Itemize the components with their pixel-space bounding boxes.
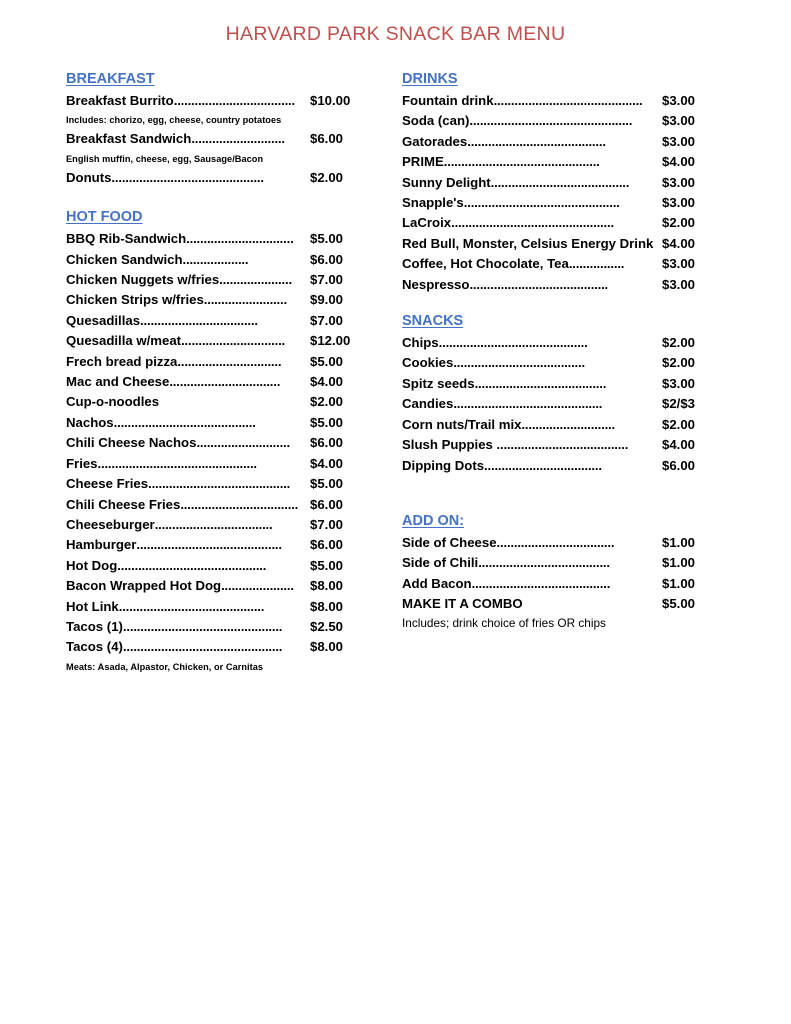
dot-leader: ...................................... bbox=[478, 555, 610, 571]
menu-item-price: $6.00 bbox=[310, 496, 344, 512]
menu-item-label: Frech bread pizza bbox=[66, 353, 178, 369]
dot-leader: ................ bbox=[568, 256, 625, 272]
menu-item-row bbox=[402, 374, 707, 394]
dot-leader: .................................. bbox=[484, 457, 602, 473]
menu-item-name bbox=[66, 556, 310, 576]
menu-item-label: Cup-o-noodles bbox=[66, 394, 160, 410]
menu-item-label: Chili Cheese Fries bbox=[66, 496, 181, 512]
menu-item-label: Side of Cheese bbox=[402, 534, 497, 550]
section-heading-hot-food: HOT FOOD bbox=[66, 209, 143, 226]
menu-item-row bbox=[66, 556, 366, 576]
menu-item-row bbox=[66, 372, 366, 392]
menu-item-price: $8.00 bbox=[310, 598, 344, 614]
menu-item-name bbox=[402, 333, 662, 353]
dot-leader: ............................... bbox=[186, 231, 294, 247]
menu-item-name bbox=[66, 270, 310, 290]
menu-item-label: Fries bbox=[66, 455, 98, 471]
page-title: HARVARD PARK SNACK BAR MENU bbox=[225, 23, 566, 45]
menu-item-price: $3.00 bbox=[662, 375, 696, 391]
dot-leader: ........................................ bbox=[469, 276, 609, 292]
menu-item-label: Soda (can) bbox=[402, 113, 470, 129]
menu-item-price: $5.00 bbox=[310, 353, 344, 369]
menu-item-row bbox=[402, 111, 707, 131]
menu-item-row bbox=[66, 129, 366, 149]
menu-item-row bbox=[66, 597, 366, 617]
dot-leader: ............................................. bbox=[463, 195, 620, 211]
spacer bbox=[402, 476, 707, 512]
menu-item-price: $4.00 bbox=[662, 437, 696, 453]
menu-item-label: Dipping Dots bbox=[402, 457, 485, 473]
menu-item-label: Side of Chili bbox=[402, 555, 479, 571]
menu-item-row bbox=[66, 474, 366, 494]
dot-leader: ........................................... bbox=[493, 93, 643, 108]
menu-item-price: $6.00 bbox=[310, 435, 344, 451]
menu-item-row bbox=[402, 553, 707, 573]
menu-item-price: $4.00 bbox=[310, 455, 344, 471]
menu-item-row bbox=[402, 275, 707, 295]
menu-item-price: $3.00 bbox=[662, 276, 696, 292]
menu-item-name bbox=[66, 617, 310, 637]
menu-item-row bbox=[66, 229, 366, 249]
menu-item-name bbox=[66, 535, 310, 555]
dot-leader: ........................................ bbox=[490, 174, 630, 190]
menu-item-price: $8.00 bbox=[310, 578, 344, 594]
menu-item-label: Chicken Nuggets w/fries bbox=[66, 272, 220, 288]
section-drinks bbox=[402, 70, 707, 295]
menu-item-row bbox=[66, 290, 366, 310]
menu-item-price: $8.00 bbox=[310, 639, 344, 655]
menu-item-row bbox=[402, 533, 707, 553]
menu-item-price: $2.00 bbox=[662, 416, 696, 432]
item-note-combo: Includes; drink choice of fries OR chips bbox=[402, 615, 606, 630]
menu-item-price: $5.00 bbox=[662, 596, 696, 612]
menu-item-label: Add Bacon bbox=[402, 575, 472, 591]
menu-item-price: $4.00 bbox=[662, 235, 696, 251]
menu-item-price: $4.00 bbox=[662, 154, 696, 170]
dot-leader: ............................................... bbox=[451, 215, 614, 231]
menu-item-name bbox=[402, 394, 662, 414]
menu-item-label: Chicken Sandwich bbox=[66, 251, 183, 267]
menu-item-row bbox=[66, 617, 366, 637]
dot-leader: ......................................... bbox=[148, 476, 291, 492]
menu-item-price: $2.00 bbox=[662, 335, 696, 351]
menu-item-price: $6.00 bbox=[310, 251, 344, 267]
menu-item-row bbox=[66, 311, 366, 331]
dot-leader: ................................ bbox=[169, 374, 281, 390]
dot-leader: .......................................... bbox=[118, 598, 265, 614]
dot-leader: ........................................ bbox=[467, 133, 606, 149]
menu-item-price: $9.00 bbox=[310, 292, 344, 308]
section-heading-drinks: DRINKS bbox=[402, 71, 458, 87]
menu-item-name bbox=[66, 331, 310, 351]
menu-item-price: $3.00 bbox=[662, 133, 696, 149]
menu-item-row bbox=[402, 254, 707, 274]
menu-item-name bbox=[66, 433, 310, 453]
menu-item-row bbox=[402, 91, 707, 111]
menu-item-name bbox=[402, 415, 662, 435]
menu-item-label: Mac and Cheese bbox=[66, 374, 170, 390]
hot-food-item-list bbox=[66, 229, 366, 658]
dot-leader: .................................. bbox=[496, 534, 615, 550]
left-column bbox=[66, 70, 366, 676]
menu-item-label: Candies bbox=[402, 396, 454, 412]
menu-item-row bbox=[402, 594, 707, 614]
menu-item-price: $12.00 bbox=[310, 333, 351, 349]
menu-item-name bbox=[402, 234, 662, 254]
menu-item-label: Nachos bbox=[66, 414, 114, 430]
menu-item-price: $6.00 bbox=[662, 457, 696, 473]
dot-leader: ................................... bbox=[173, 93, 295, 108]
menu-item-row bbox=[66, 495, 366, 515]
dot-leader: ........................................... bbox=[453, 396, 603, 412]
menu-item-name bbox=[402, 594, 662, 614]
menu-item-price: $1.00 bbox=[662, 555, 696, 571]
item-note-sandwich: English muffin, cheese, egg, Sausage/Bacon bbox=[66, 153, 264, 164]
menu-item-row bbox=[66, 392, 366, 412]
add-on-item-list bbox=[402, 533, 707, 615]
menu-item-label: Cheese Fries bbox=[66, 476, 149, 492]
dot-leader: ................... bbox=[182, 251, 249, 267]
menu-item-label: Cheeseburger bbox=[66, 516, 155, 532]
menu-item-row bbox=[402, 152, 707, 172]
menu-item-name bbox=[402, 111, 662, 131]
dot-leader: ........................................ bbox=[471, 575, 611, 591]
menu-item-name bbox=[66, 413, 310, 433]
dot-leader: ..................... bbox=[219, 272, 292, 288]
dot-leader: ............................................... bbox=[469, 113, 633, 129]
menu-item-row bbox=[402, 234, 707, 254]
menu-item-row bbox=[66, 535, 366, 555]
menu-item-name bbox=[402, 435, 662, 455]
menu-item-name bbox=[402, 275, 662, 295]
menu-item-label: Fountain drink bbox=[402, 93, 494, 108]
menu-item-label: Cookies bbox=[402, 355, 454, 371]
menu-item-price: $5.00 bbox=[310, 414, 344, 430]
menu-item-price: $2.00 bbox=[662, 215, 696, 231]
menu-item-label: Tacos (4) bbox=[66, 639, 123, 655]
menu-item-label: Tacos (1) bbox=[66, 618, 123, 634]
dot-leader: .............................................. bbox=[97, 455, 257, 471]
item-note-meats: Meats: Asada, Alpastor, Chicken, or Carnitas bbox=[66, 661, 264, 672]
menu-item-row bbox=[66, 454, 366, 474]
dot-leader: ........................................... bbox=[438, 335, 588, 351]
menu-item-price: $5.00 bbox=[310, 231, 344, 247]
menu-item-name bbox=[402, 456, 662, 476]
menu-item-label: Hot Link bbox=[66, 598, 119, 614]
menu-item-price: $2.00 bbox=[310, 169, 344, 185]
section-add-on bbox=[402, 512, 707, 632]
menu-item-label: Chips bbox=[402, 335, 439, 351]
dot-leader: ..................... bbox=[221, 578, 294, 594]
menu-item-row bbox=[402, 353, 707, 373]
dot-leader: .................................. bbox=[154, 516, 273, 532]
dot-leader: ...................................... bbox=[496, 437, 629, 453]
menu-item-label: Bacon Wrapped Hot Dog bbox=[66, 578, 222, 594]
menu-item-row bbox=[66, 168, 366, 188]
menu-item-row bbox=[66, 331, 366, 351]
menu-item-label: LaCroix bbox=[402, 215, 452, 231]
menu-item-label: Chicken Strips w/fries bbox=[66, 292, 204, 308]
menu-item-label: Quesadilla w/meat bbox=[66, 333, 182, 349]
menu-item-label: Corn nuts/Trail mix bbox=[402, 416, 522, 432]
menu-item-name bbox=[402, 91, 662, 111]
menu-item-name bbox=[402, 152, 662, 172]
menu-item-row bbox=[402, 173, 707, 193]
menu-item-price: $5.00 bbox=[310, 557, 344, 573]
menu-item-label: Hamburger bbox=[66, 537, 137, 553]
section-heading-snacks: SNACKS bbox=[402, 313, 464, 330]
drinks-item-list bbox=[402, 91, 707, 295]
menu-item-row bbox=[402, 394, 707, 414]
menu-item-name bbox=[66, 576, 310, 596]
dot-leader: .............................. bbox=[181, 333, 285, 349]
menu-item-label: Nespresso bbox=[402, 276, 470, 292]
menu-item-name bbox=[402, 533, 662, 553]
menu-item-label: Quesadillas bbox=[66, 312, 141, 328]
dot-leader: ........................ bbox=[203, 292, 287, 308]
menu-item-price: $5.00 bbox=[310, 476, 344, 492]
menu-item-name bbox=[402, 132, 662, 152]
menu-item-label: Red Bull, Monster, Celsius Energy Drink bbox=[402, 235, 654, 251]
menu-item-price: $3.00 bbox=[662, 174, 696, 190]
menu-item-row bbox=[66, 413, 366, 433]
menu-item-row bbox=[402, 456, 707, 476]
dot-leader: ........................... bbox=[521, 416, 615, 432]
menu-item-label: Spitz seeds bbox=[402, 375, 475, 391]
menu-item-name bbox=[402, 193, 662, 213]
menu-item-label: Sunny Delight bbox=[402, 174, 491, 190]
dot-leader: ............................................. bbox=[443, 154, 600, 170]
menu-item-row bbox=[66, 250, 366, 270]
menu-item-label: Gatorades bbox=[402, 133, 468, 149]
menu-item-name: Breakfast Burrito................................... bbox=[66, 93, 295, 108]
menu-item-name bbox=[66, 352, 310, 372]
spacer bbox=[66, 188, 366, 208]
menu-item-price: $10.00 bbox=[310, 93, 351, 108]
dot-leader: .................................. bbox=[180, 496, 299, 512]
dot-leader: .................................. bbox=[140, 312, 258, 328]
spacer bbox=[402, 295, 707, 312]
menu-item-name bbox=[66, 311, 310, 331]
menu-item-price: $1.00 bbox=[662, 534, 696, 550]
menu-item-price: $6.00 bbox=[310, 537, 344, 553]
menu-item-label: Coffee, Hot Chocolate, Tea bbox=[402, 256, 569, 272]
menu-item-label: Slush Puppies bbox=[402, 437, 497, 453]
menu-item-label: PRIME bbox=[402, 154, 444, 170]
menu-item-name: Donuts............................................ bbox=[66, 169, 264, 185]
menu-item-name bbox=[66, 495, 310, 515]
menu-item-name bbox=[402, 553, 662, 573]
dot-leader: .............................. bbox=[177, 353, 282, 369]
menu-item-row bbox=[402, 435, 707, 455]
item-note-burrito: Includes: chorizo, egg, cheese, country potatoes bbox=[66, 115, 282, 126]
menu-item-name: Breakfast Sandwich........................... bbox=[66, 131, 285, 147]
dot-leader: ...................................... bbox=[474, 375, 607, 391]
menu-item-name bbox=[402, 353, 662, 373]
menu-item-price: $4.00 bbox=[310, 374, 344, 390]
menu-item-price: $7.00 bbox=[310, 272, 344, 288]
right-column bbox=[402, 70, 707, 632]
section-breakfast bbox=[66, 70, 366, 188]
menu-item-price: $3.00 bbox=[662, 113, 696, 129]
menu-item-row bbox=[66, 515, 366, 535]
menu-item-name bbox=[402, 374, 662, 394]
section-heading-breakfast: BREAKFAST bbox=[66, 71, 155, 87]
menu-item-row bbox=[66, 433, 366, 453]
menu-item-price: $7.00 bbox=[310, 312, 344, 328]
menu-item-row bbox=[402, 415, 707, 435]
menu-item-name bbox=[66, 229, 310, 249]
menu-item-row bbox=[66, 91, 366, 111]
menu-item-label: Chili Cheese Nachos bbox=[66, 435, 197, 451]
menu-item-name bbox=[66, 637, 310, 657]
menu-item-row bbox=[66, 270, 366, 290]
dot-leader: ........................... bbox=[191, 131, 285, 147]
menu-item-label: Hot Dog bbox=[66, 557, 118, 573]
dot-leader: ........................................... bbox=[117, 557, 267, 573]
menu-item-price: $3.00 bbox=[662, 256, 696, 272]
section-snacks bbox=[402, 312, 707, 476]
menu-item-price: $2.00 bbox=[662, 355, 696, 371]
menu-item-name bbox=[66, 474, 310, 494]
menu-item-row bbox=[402, 193, 707, 213]
menu-item-name bbox=[66, 392, 310, 412]
section-hot-food bbox=[66, 208, 366, 675]
menu-item-price: $2/$3 bbox=[662, 396, 696, 412]
menu-item-row bbox=[402, 333, 707, 353]
snacks-item-list bbox=[402, 333, 707, 476]
menu-item-name bbox=[66, 372, 310, 392]
menu-item-label: BBQ Rib-Sandwich bbox=[66, 231, 187, 247]
menu-item-row bbox=[66, 637, 366, 657]
dot-leader: ......................................... bbox=[113, 414, 256, 430]
section-heading-add-on: ADD ON: bbox=[402, 512, 465, 529]
dot-leader: .............................................. bbox=[122, 639, 283, 655]
menu-item-row bbox=[402, 574, 707, 594]
menu-item-name bbox=[66, 597, 310, 617]
dot-leader: ...................................... bbox=[453, 355, 585, 371]
menu-item-row bbox=[402, 132, 707, 152]
menu-item-name bbox=[402, 173, 662, 193]
menu-item-row bbox=[66, 576, 366, 596]
menu-item-name bbox=[402, 213, 662, 233]
dot-leader: .......................................... bbox=[136, 537, 282, 553]
menu-item-name bbox=[66, 515, 310, 535]
menu-item-price: $6.00 bbox=[310, 131, 344, 147]
dot-leader: ........................... bbox=[196, 435, 290, 451]
menu-item-name bbox=[402, 574, 662, 594]
menu-item-label: MAKE IT A COMBO bbox=[402, 596, 523, 612]
menu-item-name bbox=[66, 250, 310, 270]
menu-item-row bbox=[66, 352, 366, 372]
menu-item-name bbox=[66, 290, 310, 310]
menu-item-price: $2.50 bbox=[310, 618, 344, 634]
dot-leader: ............................................ bbox=[111, 169, 264, 185]
menu-item-price: $3.00 bbox=[662, 93, 696, 108]
dot-leader: .............................................. bbox=[122, 618, 283, 634]
menu-item-price: $3.00 bbox=[662, 195, 696, 211]
menu-item-price: $2.00 bbox=[310, 394, 344, 410]
menu-item-label: Snapple's bbox=[402, 195, 464, 211]
menu-item-price: $7.00 bbox=[310, 516, 344, 532]
menu-item-name bbox=[66, 454, 310, 474]
menu-item-name bbox=[402, 254, 662, 274]
menu-item-price: $1.00 bbox=[662, 575, 696, 591]
menu-item-row bbox=[402, 213, 707, 233]
